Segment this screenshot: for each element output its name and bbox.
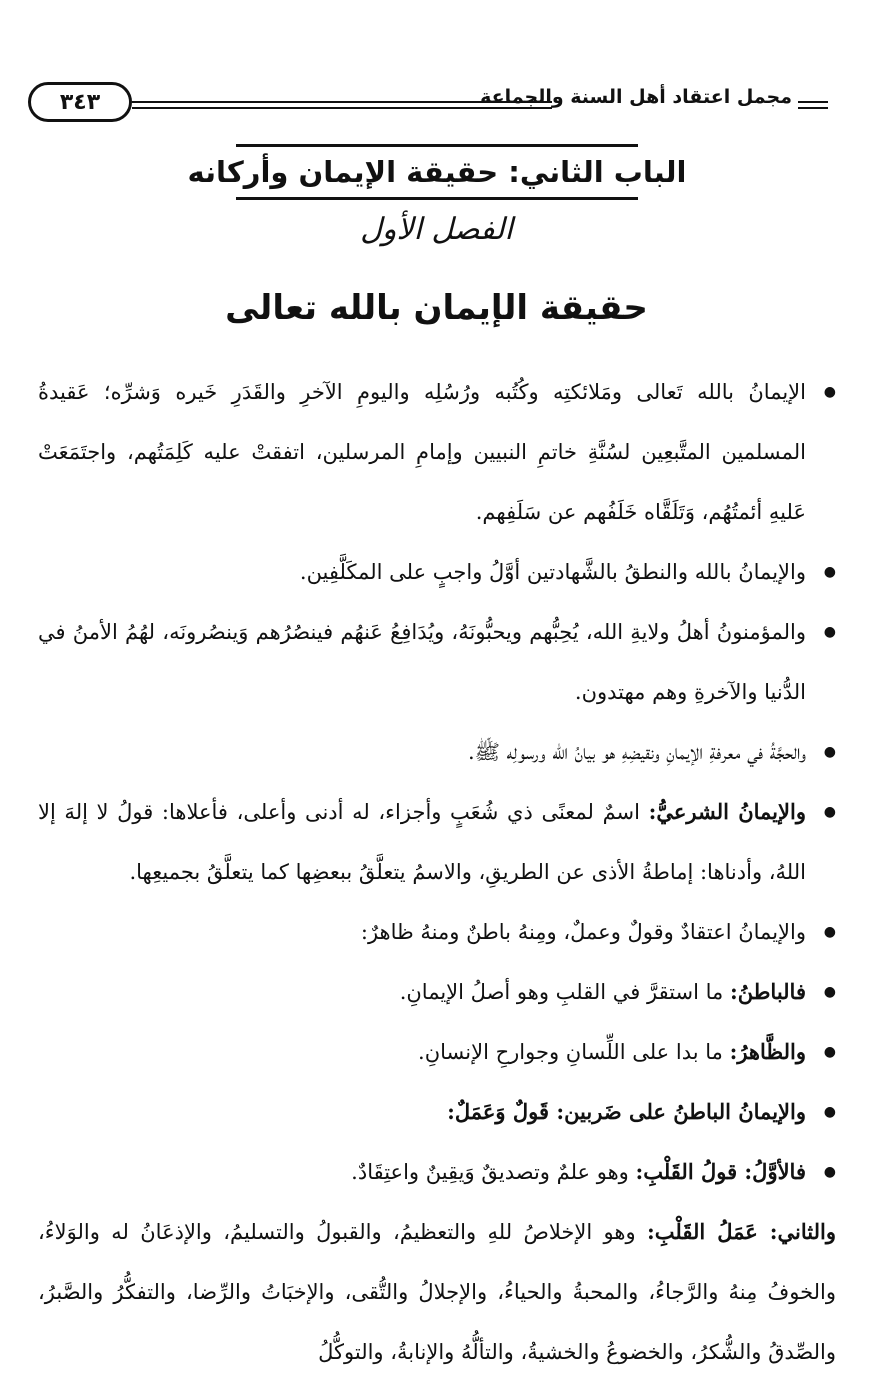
list-item <box>38 722 836 782</box>
running-header <box>28 82 828 126</box>
body-text <box>38 362 836 1382</box>
paragraph-term: والثاني: عَمَلُ القَلْبِ: <box>647 1219 836 1244</box>
bullet-text: ما استقرَّ في القلبِ وهو أصلُ الإيمانِ. <box>399 980 724 1004</box>
bullet-text: والإيمانُ اعتقادٌ وقولٌ وعملٌ، ومِنهُ باطنٌ ومنهُ ظاهرٌ: <box>360 920 806 944</box>
bullet-term: والإيمانُ الشرعيُّ: <box>648 799 806 824</box>
bullet-term: والإيمانُ الباطنُ على ضَربين: قَولٌ وَعَمَلٌ: <box>447 1099 806 1124</box>
list-item <box>38 1082 836 1142</box>
list-item <box>38 902 836 962</box>
bullet-text: والحجَّةُ في معرفةِ الإيمانِ ونقيضِهِ هو بيانُ الله ورسولِه ﷺ. <box>467 740 806 764</box>
bullet-text: والمؤمنونُ أهلُ ولايةِ الله، يُحِبُّهم ويحبُّونَهُ، ويُدَافِعُ عَنهُم فينصُرُهم وَينصُرونَه، لهُمُ الأمنُ في الدُّنيا والآخرةِ وهم مهتدون. <box>38 620 806 704</box>
list-item <box>38 602 836 722</box>
chapter-heading <box>187 144 687 200</box>
bullet-text: والإيمانُ بالله والنطقُ بالشَّهادتين أوَّلُ واجبٍ على المكَلَّفِين. <box>299 560 806 584</box>
list-item <box>38 962 836 1022</box>
list-item <box>38 1022 836 1082</box>
paragraph-text: وهو الإخلاصُ للهِ والتعظيمُ، والقبولُ والتسليمُ، والإذعَانُ له والوَلاءُ، والخوفُ مِنهُ والرَّجاءُ، والمحبةُ والحياءُ، والإجلالُ والتُّقى، والإخبَاتُ والرِّضا، والتفكُّرُ والصَّبرُ، والصِّدقُ والشُّكرُ، والخضوعُ والخشيةُ، والتألُّهُ والإنابةُ، والتوكُّلُ <box>38 1220 836 1364</box>
bullet-text: ما بدا على اللِّسانِ وجوارحِ الإنسانِ. <box>418 1040 723 1064</box>
list-item <box>38 1142 836 1202</box>
bullet-term: والظَّاهرُ: <box>729 1039 806 1064</box>
bullet-term: فالباطنُ: <box>729 979 806 1004</box>
running-title: مجمل اعتقاد أهل السنة والجماعة <box>480 86 792 108</box>
bullet-term: فالأوَّلُ: قولُ القَلْبِ: <box>635 1159 806 1184</box>
header-rule <box>798 101 828 103</box>
chapter-title: الباب الثاني: حقيقة الإيمان وأركانه <box>187 155 687 189</box>
page-number: ٣٤٣ <box>28 82 132 122</box>
section-label: الفصل الأول <box>360 212 513 247</box>
bullet-text: الإيمانُ بالله تَعالى ومَلائكتِه وكُتُبه ورُسُلِه واليومِ الآخرِ والقَدَرِ خَيره وَشرِّه؛ عَقيدةُ المسلمين المتَّبعِين لسُنَّةِ خاتمِ النبيين وإمامِ المرسلين، اتفقتْ عليه كَلِمَتُهم، واجتَمَعَتْ عَليهِ أئمتُهُم، وَتَلَقَّاه خَلَفُهم عن سَلَفِهم. <box>38 380 806 524</box>
header-rule <box>798 107 828 109</box>
bullet-text: اسمٌ لمعنًى ذي شُعَبٍ وأجزاء، له أدنى وأعلى، فأعلاها: قولُ لا إلهَ إلا اللهُ، وأدناها: إماطةُ الأذى عن الطريقِ، والاسمُ يتعلَّقُ ببعضِها كما يتعلَّقُ بجميعِها. <box>38 800 806 884</box>
list-item <box>38 782 836 902</box>
list-item <box>38 362 836 542</box>
topic-title: حقيقة الإيمان بالله تعالى <box>225 288 648 328</box>
list-item <box>38 542 836 602</box>
final-paragraph <box>38 1202 836 1382</box>
bullet-text: وهو علمٌ وتصديقٌ وَيقِينٌ واعتِقَادٌ. <box>351 1160 629 1184</box>
